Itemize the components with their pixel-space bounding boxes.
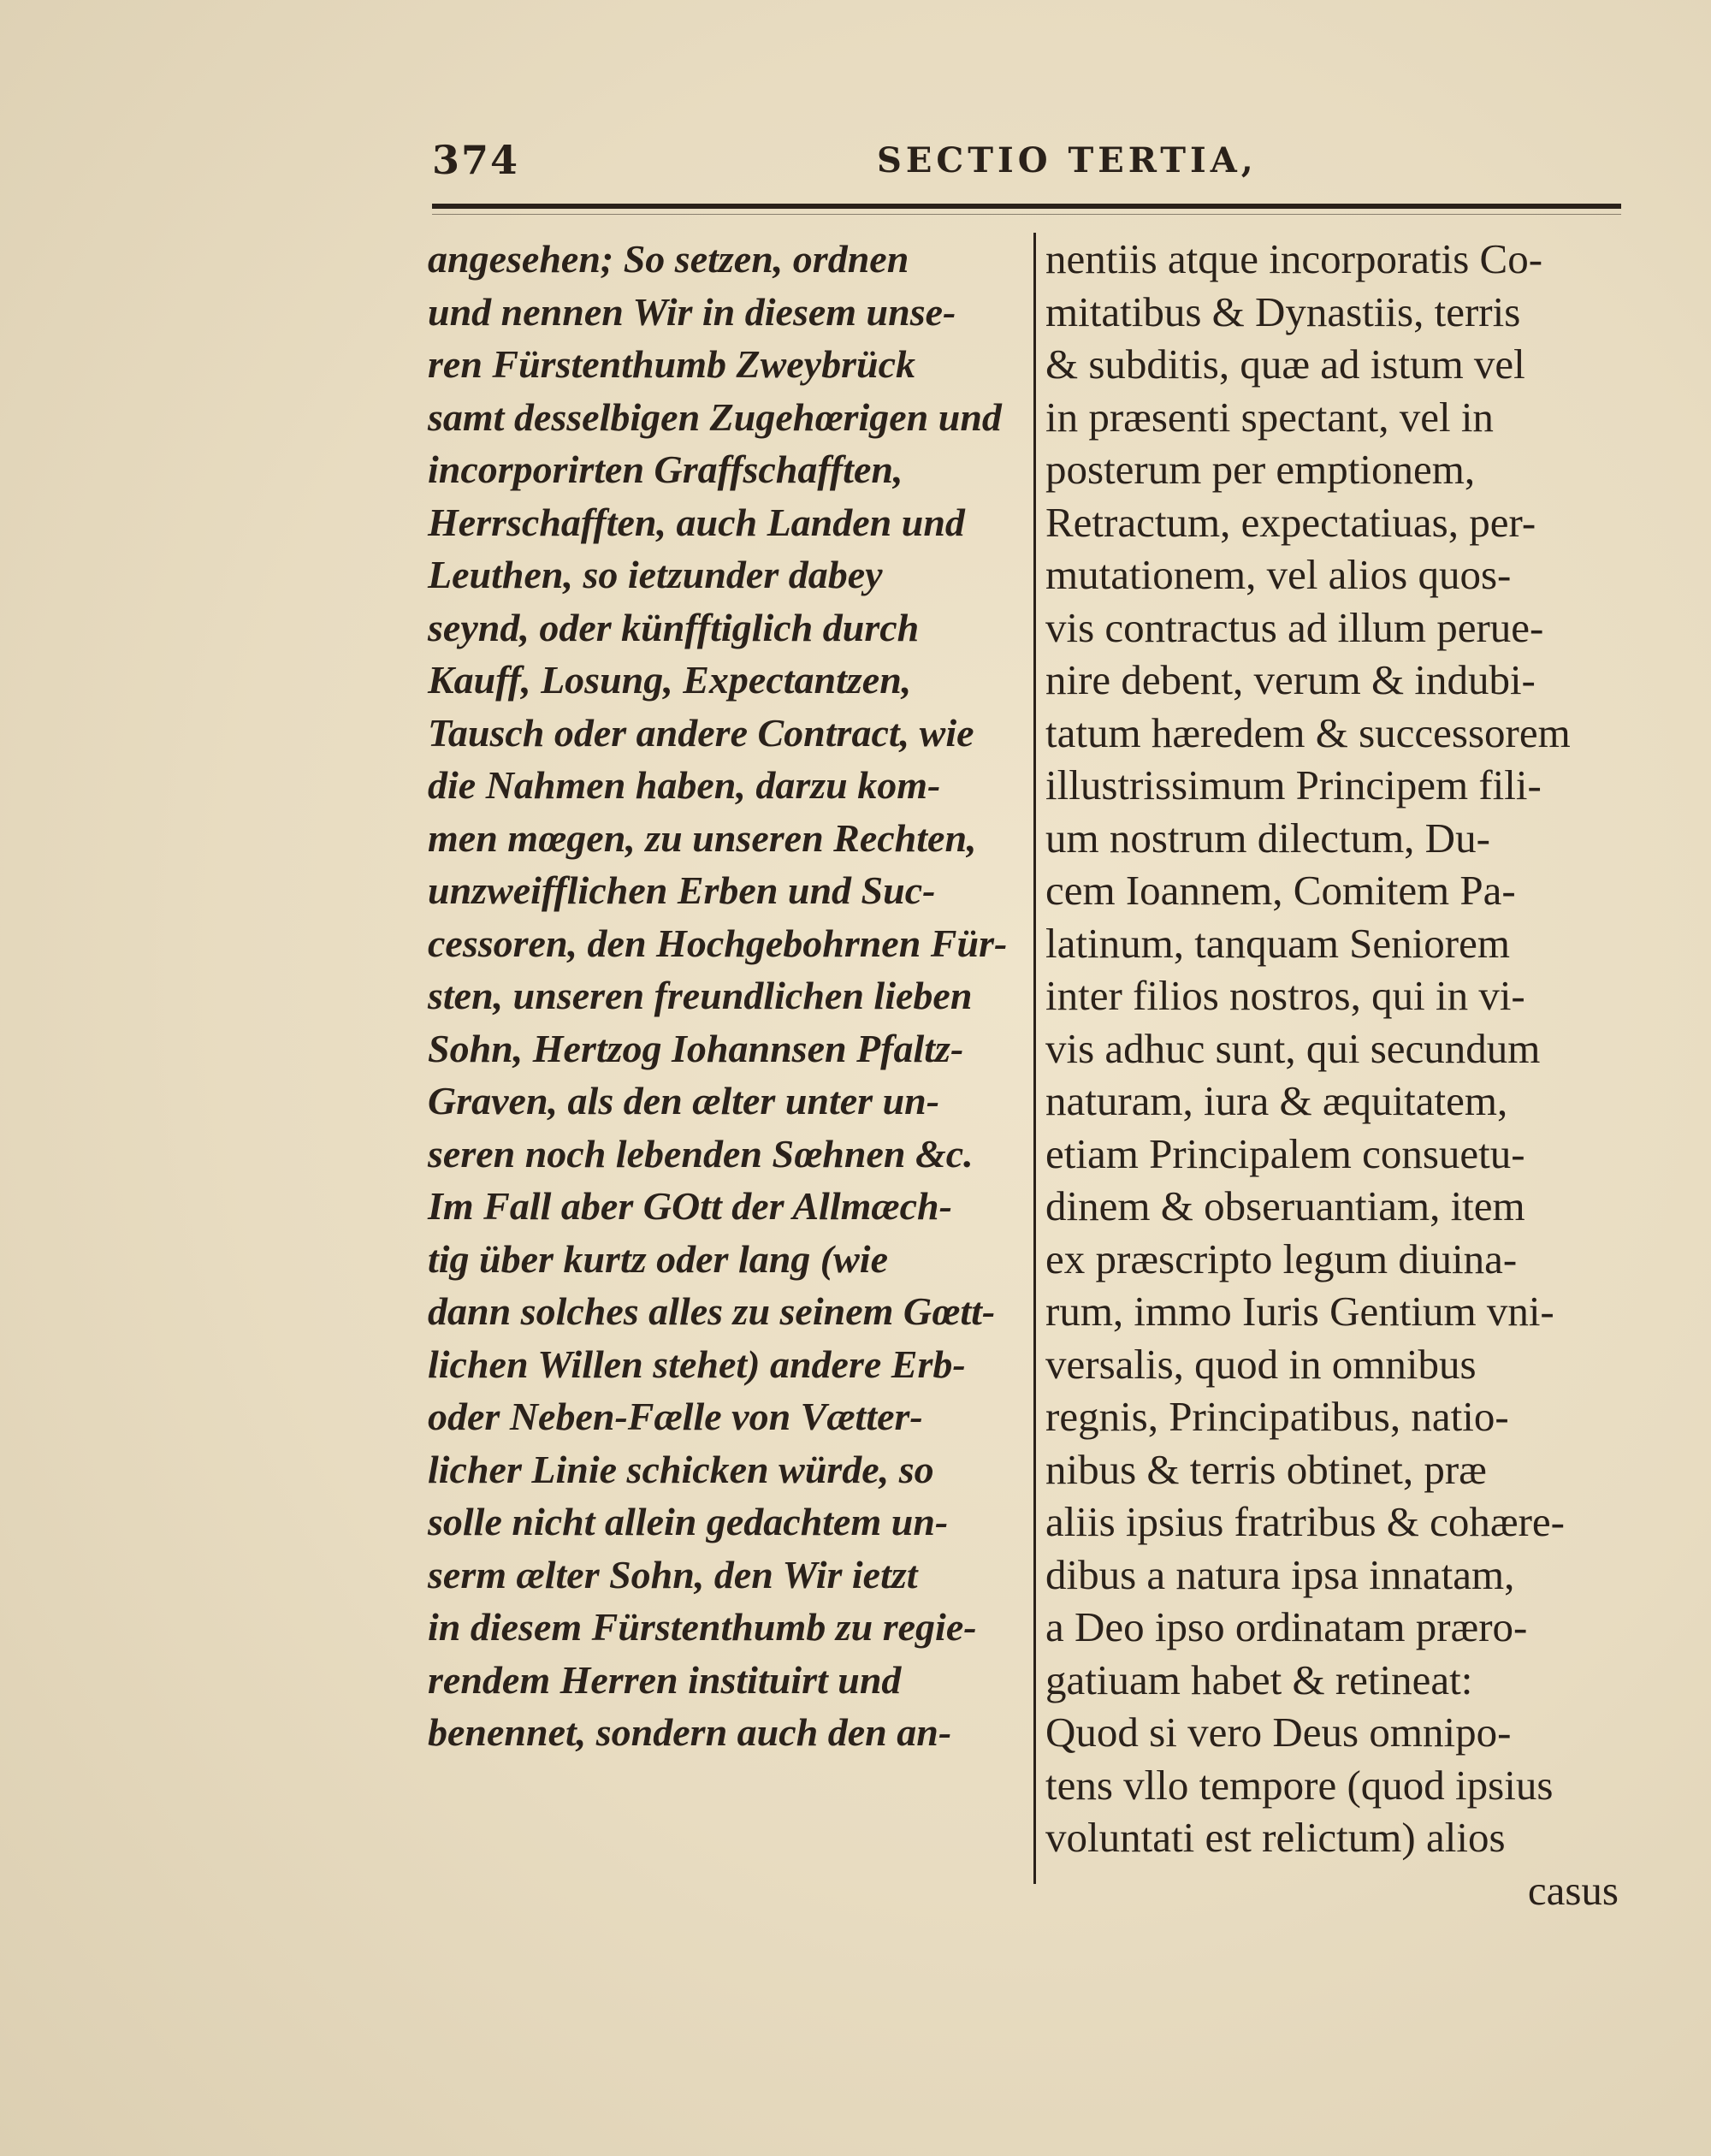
latin-text-line: rum, immo Iuris Gentium vni-: [1045, 1288, 1554, 1335]
german-text-line: tig über kurtz oder lang (wie: [428, 1236, 889, 1281]
german-text-line: angesehen; So setzen, ordnen: [428, 237, 909, 281]
german-text-line: und nennen Wir in diesem unse-: [428, 289, 956, 334]
latin-text-line: a Deo ipso ordinatam præro-: [1045, 1603, 1528, 1650]
latin-text-line: dibus a natura ipsa innatam,: [1045, 1550, 1515, 1598]
latin-text-line: Quod si vero Deus omnipo-: [1045, 1709, 1512, 1756]
latin-text-line: in præsenti spectant, vel in: [1045, 393, 1494, 441]
german-text-line: lichen Willen stehet) andere Erb-: [428, 1342, 966, 1386]
latin-text-line: gatiuam habet & retineat:: [1045, 1656, 1473, 1703]
latin-text-line: aliis ipsius fratribus & cohære-: [1045, 1498, 1565, 1545]
latin-text-line: posterum per emptionem,: [1045, 446, 1476, 493]
german-text-line: serm ælter Sohn, den Wir ietzt: [428, 1552, 918, 1596]
german-text-line: licher Linie schicken würde, so: [428, 1447, 934, 1491]
page-header: [432, 137, 1621, 197]
german-text-line: men mœgen, zu unseren Rechten,: [428, 815, 977, 860]
latin-text-line: casus: [1527, 1866, 1619, 1914]
german-text-line: Im Fall aber GOtt der Allmæch-: [428, 1184, 952, 1228]
latin-text-line: vis adhuc sunt, qui secundum: [1045, 1024, 1541, 1072]
german-text-line: dann solches alles zu seinem Gœtt-: [428, 1289, 996, 1333]
german-text-line: die Nahmen haben, darzu kom-: [428, 763, 941, 807]
latin-text-line: tatum hæredem & successorem: [1045, 708, 1571, 756]
german-text-line: Sohn, Hertzog Iohannsen Pfaltz-: [428, 1026, 964, 1070]
header-rule-thin: [432, 214, 1621, 215]
page-number: 374: [432, 137, 520, 183]
german-text-line: ren Fürstenthumb Zweybrück: [428, 342, 915, 386]
german-text-line: in diesem Fürstenthumb zu regie-: [428, 1605, 977, 1649]
latin-text-line: tens vllo tempore (quod ipsius: [1045, 1761, 1554, 1809]
german-text-line: rendem Herren instituirt und: [428, 1657, 902, 1702]
german-text-line: seren noch lebenden Sœhnen &c.: [428, 1131, 974, 1176]
german-text-line: solle nicht allein gedachtem un-: [428, 1500, 949, 1543]
german-text-line: oder Neben-Fælle von Vætter-: [428, 1395, 923, 1438]
latin-text-line: & subditis, quæ ad istum vel: [1045, 341, 1525, 388]
latin-text-line: regnis, Principatibus, natio-: [1045, 1393, 1509, 1440]
running-head: SECTIO TERTIA,: [877, 140, 1258, 181]
german-text-line: Tausch oder andere Contract, wie: [428, 710, 974, 755]
latin-text-line: latinum, tanquam Seniorem: [1045, 919, 1510, 967]
german-text-line: Graven, als den ælter unter un-: [428, 1079, 940, 1122]
german-text-line: Leuthen, so ietzunder dabey: [428, 553, 883, 596]
latin-text-line: illustrissimum Principem fili-: [1045, 761, 1542, 808]
latin-text-line: ex præscripto legum diuina-: [1045, 1235, 1518, 1282]
latin-text-line: Retractum, expectatiuas, per-: [1045, 498, 1536, 546]
latin-text-line: naturam, iura & æquitatem,: [1045, 1077, 1508, 1124]
german-text-line: unzweifflichen Erben und Suc-: [428, 868, 936, 912]
latin-text-line: nibus & terris obtinet, præ: [1045, 1445, 1487, 1493]
latin-text-line: cem Ioannem, Comitem Pa-: [1045, 867, 1516, 914]
german-text-line: Herrschafften, auch Landen und: [428, 500, 965, 544]
column-divider: [1033, 233, 1036, 1884]
latin-text-line: vis contractus ad illum perue-: [1045, 603, 1544, 651]
german-text-column: [428, 233, 1027, 1759]
latin-text-line: mutationem, vel alios quos-: [1045, 551, 1512, 598]
german-text-line: cessoren, den Hochgebohrnen Für-: [428, 921, 1008, 965]
latin-text-column: [1045, 233, 1619, 1916]
german-text-line: samt desselbigen Zugehœrigen und: [428, 394, 1002, 439]
header-rule: [432, 204, 1621, 209]
german-text-line: seynd, oder künfftiglich durch: [428, 605, 920, 649]
latin-text-line: dinem & obseruantiam, item: [1045, 1182, 1525, 1229]
german-text-line: incorporirten Graffschafften,: [428, 447, 903, 491]
german-text-line: sten, unseren freundlichen lieben: [428, 974, 973, 1017]
latin-text-line: um nostrum dilectum, Du-: [1045, 814, 1490, 862]
latin-text-line: voluntati est relictum) alios: [1045, 1814, 1506, 1861]
latin-text-line: versalis, quod in omnibus: [1045, 1340, 1477, 1388]
latin-text-line: mitatibus & Dynastiis, terris: [1045, 287, 1521, 335]
german-text-line: benennet, sondern auch den an-: [428, 1710, 952, 1754]
latin-text-line: etiam Principalem consuetu-: [1045, 1129, 1525, 1177]
latin-text-line: inter filios nostros, qui in vi-: [1045, 972, 1525, 1019]
latin-text-line: nentiis atque incorporatis Co-: [1045, 235, 1543, 282]
latin-text-line: nire debent, verum & indubi-: [1045, 656, 1536, 703]
german-text-line: Kauff, Losung, Expectantzen,: [428, 658, 912, 702]
